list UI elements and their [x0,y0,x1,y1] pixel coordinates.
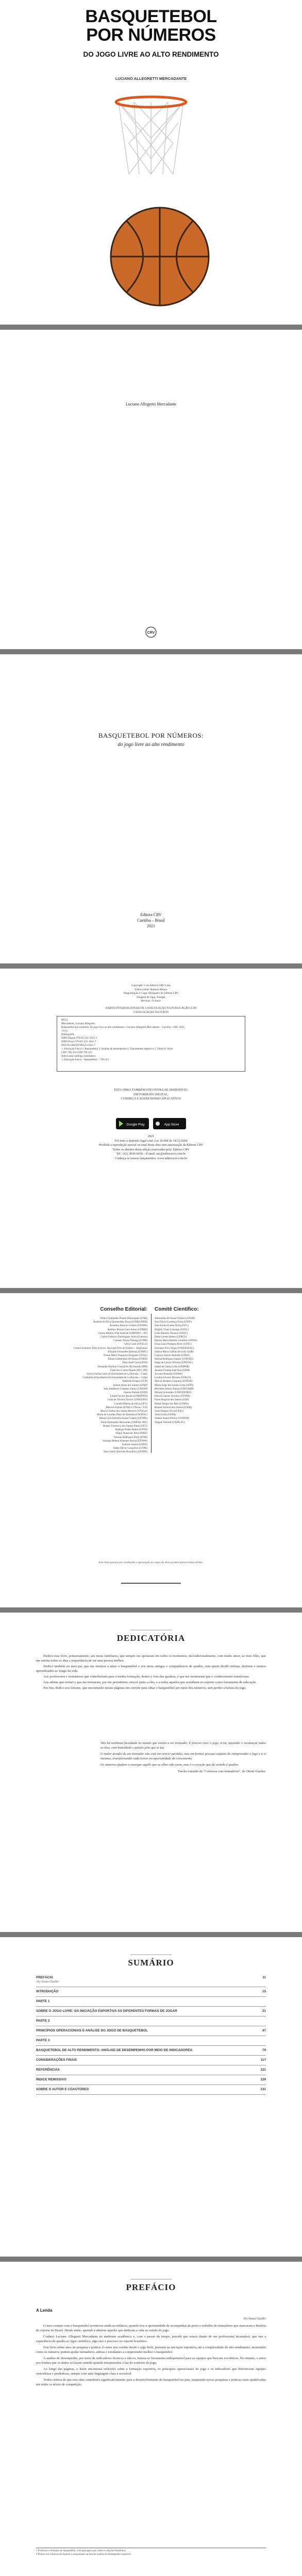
preface-paragraph: Tenho certeza de que esta obra contribuirá significativamente para o desenvolvimento do basquetebol no país, inspirando novas pesquisas e práticas mais qualificadas em todos os níveis de competição. [36,2378,266,2386]
catalog-line: Índice para catálogo sistemático [61,1055,96,1058]
toc-entry-page: 21 [262,2009,266,2013]
editorial-board-member: Antônio Pereira Gaio Júnior (UFRRJ) [107,1328,147,1331]
editorial-board-member: Élsio José Corá (UFFS) [122,1361,147,1365]
toc-entry-page: 47 [262,2029,266,2032]
dedication-text [36,1654,266,1691]
toc-entry-page: 15 [262,1990,266,1993]
dedication-paragraph: Aos atletas que treinei e que me treinaram, por me permitirem crescer junto a eles, e a todos aqueles que acreditam no esporte como ferramenta de educação. [43,1680,257,1684]
preface-page [0,2262,302,2576]
book-title: BASQUETEBOL POR NÚMEROS: [98,732,204,739]
cover-title-line-1: BASQUETEBOL [85,7,217,26]
title-ornament-icon [130,1953,172,1957]
toc-entry-title: BASQUETEBOL DE ALTO RENDIMENTO: ANÁLISE DE DESEMPENHO POR MEIO DE INDICADORES [36,2048,192,2052]
editorial-board-member: Tadeu Oliver Gonçalves (UFPA) [113,1447,147,1450]
scientific-committee-member: Janaína Furtado Sant'Ana (UEM) [155,1368,190,1372]
editorial-board-member: Helmuth Krüger (UCP) [122,1380,147,1383]
epigraph-paragraph: Os números ajudam a enxergar aquilo que os olhos não veem, mas é o coração que dá sentido à quadra. [100,1763,239,1767]
copyright-line: Editor-chefe: Railson Moura [135,988,167,991]
catalog-line: Basquetebol por números: do jogo livre ao alto rendimento / Luciano Allegretti Mercadante – Curitiba : CRV, 2021. [61,1026,186,1029]
toc-entry[interactable] [36,2056,266,2065]
scientific-committee-member: Alessandra de Souza Fonseca (UESB) [155,1317,195,1320]
toc-entry[interactable] [36,2026,266,2036]
scientific-committee-member: Ana Flávia Lourenço Faria (UNIT) [155,1320,192,1324]
editorial-board-member: Renato Francisco dos Santos Paula (UFG) [103,1424,147,1428]
catalog-line: ISBN Digital 978-65-251-1013-1 [61,1037,97,1040]
dedication-paragraph: Dedico esse livro, primeiramente, aos meus familiares, que sempre me apoiaram em todos os momentos, incondicionalmente, com muito amor, ao meu filho, que me ensina todos os dias a importância de ser uma pessoa melhor. [36,1654,266,1663]
scientific-committee-member: Rejane Ferreira dos Santos (UNIR) [155,1405,192,1409]
footnotes [36,2548,266,2557]
title-page [0,654,302,963]
toc-entry-page: 11 [262,1976,266,1979]
toc-entry-title: PRINCÍPIOS OPERACIONAIS E ANÁLISE DO JOGO DE BASQUETEBOL [36,2029,148,2032]
publisher-name: Editora CRV [140,912,162,917]
cover-title [0,7,302,44]
editorial-board-member: Maria Cristina dos Santos Bezerra (UFSCar) [100,1410,147,1413]
digital-edition-note [46,1088,256,1101]
rights-line: Foi feito o depósito legal conf. Lei 10.994 de 14/12/2004 [114,1139,188,1143]
editorial-board-member: Maria Lília Imbiriba Sousa Colares (UFOPA) [99,1417,147,1420]
scientific-committee-member: Marcos Roberto Gasparin (UNESP) [155,1380,193,1383]
rights-line: Tel.: (41) 3039-6418 – E-mail: sac@editoracrv.com.br [116,1152,186,1156]
toc-title: SUMÁRIO [128,1958,174,1968]
catalog-line: DOI 10.24824/978652511011.7 [61,1044,96,1047]
cover-page [0,0,302,325]
scientific-committee-member: Patrícia Santos Teixeira (UFOPA) [155,1395,191,1398]
scientific-committee-member: Michelle Fátima Nunes (UNICAMP) [155,1387,194,1391]
epigraph-paragraph: Não há nenhuma faculdade no mundo que ensine a ser treinador. É preciso viver o jogo, errar, aprender e recomeçar todos os dias, com humildade e paixão pelo que se faz. [100,1741,266,1750]
scientific-committee-member: Joviano Rezende (UEMA) [155,1372,183,1376]
editorial-board-member: Paulo Romualdo Hernandes (UNIFAL-MG) [100,1420,147,1424]
toc-entry-title: CONSIDERAÇÕES FINAIS [36,2058,77,2062]
publication-year: 2021 [147,924,155,928]
editorial-board-member: Guillermo Arias Beatón (Universidade de La Havana – Cuba) [82,1376,147,1380]
scientific-committee-member: Miriam Schroeder (UNICENTRO) [155,1391,192,1395]
dedication-paragraph: Por fim, dedico aos leitores, que encontrarão nestas páginas um convite para olhar o basquetebol por meio dos números, sem perder a beleza do jogo. [43,1686,247,1690]
author-name: Luciano Allegretti Mercadante [125,402,177,406]
preface-section-heading: A Lenda [36,2308,53,2313]
copyright-page [0,969,302,1288]
title-ornament-icon [130,2277,172,2281]
toc-entry[interactable] [36,2036,266,2046]
publisher-block [0,912,302,929]
publisher-city: Curitiba – Brasil [137,918,165,923]
legal-line: EM FORMATO DIGITAL. [133,1092,169,1096]
toc-entry-title: PARTE 3 [36,2039,50,2042]
copyright-line: Imagem de capa: Freepik [137,995,165,999]
editorial-board-member: Elione Maria Nogueira Diogenes (UFAL) [103,1354,147,1358]
toc-entry-title: PARTE 2 [36,2019,50,2023]
epigraph [100,1741,266,1776]
editorial-board-member: Marcelo Paixão (UFRJ e UTexas – US) [106,1405,147,1409]
scientific-committee-member: Maria Jorge dos Santos Leite (UFPI) [155,1383,194,1387]
editorial-board-member: Sérgio Nunes de Jesus (IFRO) [115,1432,147,1435]
scientific-committee-member: Deise Lemes Bueno (UFRGS) [155,1335,187,1339]
toc-entry-page: 131 [260,2088,266,2091]
editorial-board-member: Jailson Alves dos Santos (UFRJ) [113,1383,147,1387]
editorial-board-member: Fernando Antônio Gonçalves Alcoforado (IPB) [97,1365,147,1368]
table-of-contents-page [0,1937,302,2257]
toc-entry-title: PARTE 1 [36,1999,50,2003]
toc-entry-title: SOBRE O AUTOR E COAUTORES [36,2088,89,2091]
catalog-line: Bibliografia [61,1033,75,1036]
scientific-committee-member: Brigido Vizeu Camargo (UFSC) [155,1328,189,1331]
scientific-committee-member: Helena Rodrigues Santos (UNITAU) [155,1358,194,1361]
toc-entry-title: PREFÁCIO [36,1976,54,1979]
preface-paragraph: A análise de desempenho, por meio de indicadores técnicos e táticos, tornou-se ferramenta indispensável para as equipes que buscam excelência. No entanto, o autor nos lembra que os dados só fazem sentido quando interpretados à luz do contexto do jogo. [36,2357,266,2365]
editorial-board-member: Gloria Fariñas León (Universidade de La Havana – Cuba) [86,1372,147,1376]
copyright-credits [46,984,256,1014]
scientific-committee-member: Célio Roberto Teixeira (UFSC) [155,1331,188,1335]
scientific-committee-member: Tânia Lima (UEPA) [155,1413,176,1417]
preface-byline: Ary Souza Guedes [243,2317,266,2320]
toc-entry[interactable] [36,2065,266,2075]
toc-list [36,1973,266,2095]
title-ornament-icon [130,1628,172,1632]
footnote: 2 Doutor em Ciências do Esporte e pesquisador na área de análise de desempenho esportivo. [36,2553,132,2556]
basketball-icon [111,208,209,306]
cover-author: LUCIANO ALLEGRETTI MERCADANTE [115,76,187,81]
svg-text:Google Play: Google Play [126,1123,145,1127]
scientific-committee-member: Ana Karina Cunha Ávila (UFG) [155,1324,189,1328]
app-store-badge[interactable] [153,1118,186,1129]
scientific-committee-list [155,1317,253,1425]
scientific-committee-member: Sonia Regina Silva (UFSC) [155,1410,184,1413]
scientific-committee-member: Valéria Nunes Pereira (UNIFAP) [155,1417,190,1420]
preface-paragraph: Este livro reúne anos de pesquisa e prática. O autor nos conduz desde o jogo livre, presente na iniciação esportiva, até a complexidade do alto rendimento, mostrando como os números podem ajudar treinadores, atletas e estudantes a compreender melhor o basquetebol. [36,2346,266,2354]
scientific-committee-member: Gustavo Ferraz Andrade (UFBA) [155,1354,190,1358]
scientific-committee-member: Eliza Luiza Pompéu Alves (UFSC) [155,1343,192,1346]
svg-text:CRV: CRV [147,631,155,635]
catalog-line: 1. Educação Física – Basquetebol – 796.323 [61,1058,109,1061]
scientific-committee-member: Wagner Hobold (UNIPLAC) [155,1420,186,1424]
toc-entry[interactable] [36,1997,266,2007]
epigraph-paragraph: O maior desafio de um treinador não está em vencer partidas, mas em formar pessoas capazes de compreender o jogo e a si mesmas, transformando cada treino em oportunidade de crescimento. [100,1752,266,1760]
toc-entry-title: INTRODUÇÃO [36,1990,59,1993]
scientific-committee-member: Fátima Maria Giffoni de Leão (UnB) [155,1350,194,1353]
editorial-board-member: Leonel Severo Rocha (UNISINOS) [110,1395,147,1398]
scientific-committee-member: Rafael Roque dos Reis (UFMA) [155,1402,189,1405]
editorial-board-member: Tania Suely Azevedo Brasileiro (UFOPA) [103,1450,147,1454]
scientific-committee-member: Isabel de Cássia Lélis (UNIPAR) [155,1365,190,1368]
editorial-board-member: Cesar Gerónimo Tello (Univer. Nacional Três de Febrero – Argentina) [74,1346,147,1350]
toc-entry-title: ÍNDICE REMISSIVO [36,2078,66,2081]
toc-entry-title: SOBRE O JOGO LIVRE: DA INICIAÇÃO ESPORTIVA ÀS DIFERENTES FORMAS DE JOGAR [36,2009,177,2013]
catalog-line: CDU 796.323 CDD 796.323 [61,1051,92,1054]
dedication-paragraph: Aos professores e treinadores que contribuíram para a minha formação, dentro e fora das quadras, e que me mostraram que o conhecimento transforma. [43,1675,250,1679]
google-play-badge[interactable] [116,1118,149,1129]
catalog-line: ISBN Físico 978-65-251-1011-7 [61,1040,96,1043]
copyright-line: Diagramação e Capa: Designers da Editora CRV [123,992,179,995]
column-divider [151,1314,152,1453]
rights-line: Conheça os nossos lançamentos: www.editoracrv.com.br [114,1156,188,1160]
editorial-board-member: João Adalberto Campato Junior (UNESP) [103,1387,147,1391]
toc-entry[interactable] [36,2085,266,2095]
editorial-board-member: Maria de Lourdes Pinto de Almeida (UNOESC) [97,1413,147,1417]
basketball-hoop-illustration [46,87,256,318]
cover-subtitle: DO JOGO LIVRE AO ALTO RENDIMENTO [83,50,219,58]
toc-entry-page: 79 [262,2048,266,2052]
toc-entry-page: 129 [260,2078,266,2081]
catalog-line: Mercadante, Luciano Allegretti. [61,1022,96,1025]
dedication-title: DEDICATÓRIA [116,1633,186,1643]
page-ornament-icon [121,1582,181,1585]
preface-body [36,2324,266,2388]
catalog-line: 1. Educação Física 2. Basquetebol 3. Análise de desempenho 4. Treinamento esportivo I. Título II. Série. [61,1047,174,1050]
toc-entry[interactable] [36,2075,266,2085]
rights-line: Proibida a reprodução parcial ou total desta obra sem autorização da Editora CRV [98,1143,204,1147]
preface-paragraph: Ao longo das páginas, o leitor encontrará reflexões sobre a formação esportiva, os princípios operacionais do jogo e os indicadores que diferenciam equipes vencedoras e perdedoras, sempre com uma linguagem clara e acessível. [36,2367,266,2376]
editorial-board-member: Lourdes Helena da Silva (UFV) [113,1402,147,1405]
preface-title: PREFÁCIO [126,2282,176,2292]
dedication-paragraph: Dedico também ao meu pai, que me ensinou a amar o basquetebol e aos meus amigos e companheiros de quadra, com quem dividi vitórias, derrotas e muitos aprendizados ao longo da vida. [36,1665,266,1673]
editorial-board-member: Lídia de Oliveira Xavier (UNIEURO) [107,1398,147,1402]
scientific-committee-member: Denise Maria Barreto Coutinho (UFBA) [155,1339,197,1343]
net-icon [119,102,183,174]
app-store-badges[interactable] [116,1118,186,1130]
dedication-page [0,1613,302,1932]
preface-paragraph: Conheci Luciano Allegretti Mercadante no ambiente acadêmico e, com o passar do tempo, percebi que estava diante de um profissional incansável, que une a experiência de quadra ao rigor científico, algo raro e precioso no esporte brasileiro. [36,2335,266,2343]
toc-entry[interactable] [36,1987,266,1997]
scientific-committee-member: Hugo de Cássio Oliveira (UNITAU) [155,1361,193,1365]
toc-entry[interactable] [36,1973,266,1987]
toc-entry-page: 121 [260,2068,266,2072]
cover-title-line-2: POR NÚMEROS [86,25,216,45]
editorial-board-member: Francisco Carlos Duarte (PUC-PR) [110,1368,147,1372]
editorial-board-page [0,1293,302,1607]
toc-entry-author: Ary Souza Guedes [36,1980,59,1984]
editorial-board-member: Eduardo Fernandes Barbosa (UFMG) [108,1350,147,1353]
book-subtitle: do jogo livre ao alto rendimento [118,742,184,748]
legal-line: CONHEÇA E BAIXE NOSSO APLICATIVO! [121,1097,181,1100]
footnote: 1 Professor e treinador de basquetebol, com passagens por clubes e seleções brasileiras. [36,2550,127,2552]
crv-logo-icon [142,626,160,638]
cip-subheading: CATALOGAÇÃO NA FONTE [133,1010,169,1014]
toc-entry[interactable] [36,2016,266,2026]
catalog-card [57,1016,245,1072]
apple-icon [156,1122,160,1126]
peer-review-note: Este livro passou por avaliação e aprovação às cegas de dois ou mais pareceristas ad hoc. [98,1561,204,1564]
toc-entry[interactable] [36,2007,266,2016]
svg-text:App Store: App Store [164,1123,179,1127]
toc-entry-page: 117 [260,2058,266,2062]
rights-line: 2021 [147,1134,155,1138]
epigraph-attribution: Trecho extraído da "Conversa com treinadores", de Ottoni Guedes. [177,1769,266,1773]
editorial-board-member: Simone Rodrigues Pinto (UNB) [113,1435,147,1439]
catalog-line: 132 p. [61,1029,68,1032]
editorial-board-member: Josania Portela (UFPI) [123,1391,147,1395]
editorial-board-member: Celso Conti (UFSCar) [124,1343,147,1346]
editorial-board-member: Rodrigo Pratte-Santos (UFES) [115,1428,147,1432]
editorial-board-member: Andréia da Silva Quintanilha Sousa (UNIR/UFRN) [93,1320,147,1324]
cip-heading: DADOS INTERNACIONAIS DE CATALOGAÇÃO NA PUBLICAÇÃO (CIP) [105,1006,197,1010]
editorial-board-member: Aldira Guimarães Duarte Domínguez (UNB) [100,1317,147,1320]
preface-paragraph: O meu contato com o basquetebol aconteceu ainda na infância, quando tive a oportunidade de acompanhar de perto o trabalho de treinadores que marcaram a história do esporte no Brasil. Desde então, aprendi a admirar aqueles que dedicam a vida ao estudo do jogo. [36,2324,266,2332]
scientific-committee-member: Paulo Rogério dos Santos (USP) [155,1398,189,1402]
editorial-board-member: Elizeu Clementino de Souza (UNEB) [108,1358,147,1361]
scientific-committee-member: Lucélia Silveira Moraes (UFRGS) [155,1376,191,1380]
editorial-board-member: Carlos Federico Dominguez Avila (Unieuro) [100,1335,147,1339]
editorial-board-list [49,1317,147,1454]
editorial-board-member: Anselmo Alencar Colares (UFOPA) [109,1324,147,1328]
catalog-line: M553 [61,1019,68,1022]
copyright-line: Revisão: O Autor [141,999,161,1003]
editorial-board-member: Carlos Alberto Vilar Estêvão (UMINHO – PT) [98,1331,147,1335]
toc-entry-title: REFERÊNCIAS [36,2068,60,2072]
editorial-board-title: Conselho Editorial: [100,1307,147,1312]
copyright-line: Copyright © da Editora CRV Ltda. [131,984,171,987]
rights-line: Todos os direitos desta edição reservados pela: Editora CRV [112,1147,190,1151]
scientific-committee-member: Elzinane Silva Veiga (UNINASSAU) [155,1346,194,1350]
editorial-board-member: Sydione Santos (UEPG) [122,1443,147,1446]
scientific-committee-title: Comitê Científico: [155,1307,199,1312]
rights-notice [46,1134,256,1161]
legal-line: ESTA OBRA TAMBÉM ENCONTRA-SE DISPONÍVEL [114,1088,188,1092]
editorial-board-member: Solange Helena Ximenes-Rocha (UFOPA) [102,1439,147,1443]
editorial-board-member: Carmen Tereza Velanga (UNIR) [113,1339,147,1343]
author-page [0,330,302,649]
toc-entry[interactable] [36,2046,266,2056]
